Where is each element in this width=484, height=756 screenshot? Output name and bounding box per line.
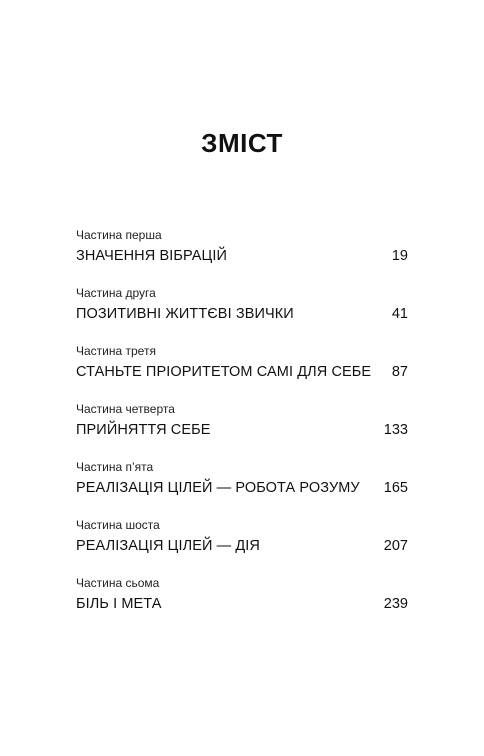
toc-entry — [76, 576, 408, 634]
chapter-title: СТАНЬТЕ ПРІОРИТЕТОМ САМІ ДЛЯ СЕБЕ — [76, 364, 372, 380]
chapter-title: ПОЗИТИВНІ ЖИТТЄВІ ЗВИЧКИ — [76, 306, 294, 322]
part-label: Частина шоста — [76, 518, 160, 532]
table-of-contents — [76, 228, 408, 634]
page-number: 41 — [391, 306, 408, 322]
page-number: 165 — [383, 480, 408, 496]
toc-entry-row — [76, 478, 408, 498]
part-label: Частина друга — [76, 286, 156, 300]
toc-entry — [76, 228, 408, 286]
chapter-title: РЕАЛІЗАЦІЯ ЦІЛЕЙ — ДІЯ — [76, 538, 261, 554]
page-number: 19 — [391, 248, 408, 264]
toc-entry — [76, 518, 408, 576]
chapter-title: БІЛЬ І МЕТА — [76, 596, 162, 612]
chapter-title: ПРИЙНЯТТЯ СЕБЕ — [76, 422, 211, 438]
part-label: Частина третя — [76, 344, 156, 358]
toc-entry — [76, 460, 408, 518]
chapter-title: ЗНАЧЕННЯ ВІБРАЦІЙ — [76, 248, 228, 264]
part-label: Частина четверта — [76, 402, 175, 416]
toc-entry-row — [76, 420, 408, 440]
toc-entry — [76, 344, 408, 402]
chapter-title: РЕАЛІЗАЦІЯ ЦІЛЕЙ — РОБОТА РОЗУМУ — [76, 480, 360, 496]
toc-entry — [76, 286, 408, 344]
toc-entry-row — [76, 594, 408, 614]
part-label: Частина перша — [76, 228, 162, 242]
toc-entry — [76, 402, 408, 460]
page-number: 239 — [383, 596, 408, 612]
page-number: 87 — [391, 364, 408, 380]
part-label: Частина сьома — [76, 576, 160, 590]
toc-entry-row — [76, 304, 408, 324]
toc-entry-row — [76, 246, 408, 266]
toc-entry-row — [76, 536, 408, 556]
part-label: Частина п’ята — [76, 460, 154, 474]
toc-entry-row — [76, 362, 408, 382]
page-number: 133 — [383, 422, 408, 438]
page-number: 207 — [383, 538, 408, 554]
page-title: ЗМІСТ — [201, 128, 283, 158]
